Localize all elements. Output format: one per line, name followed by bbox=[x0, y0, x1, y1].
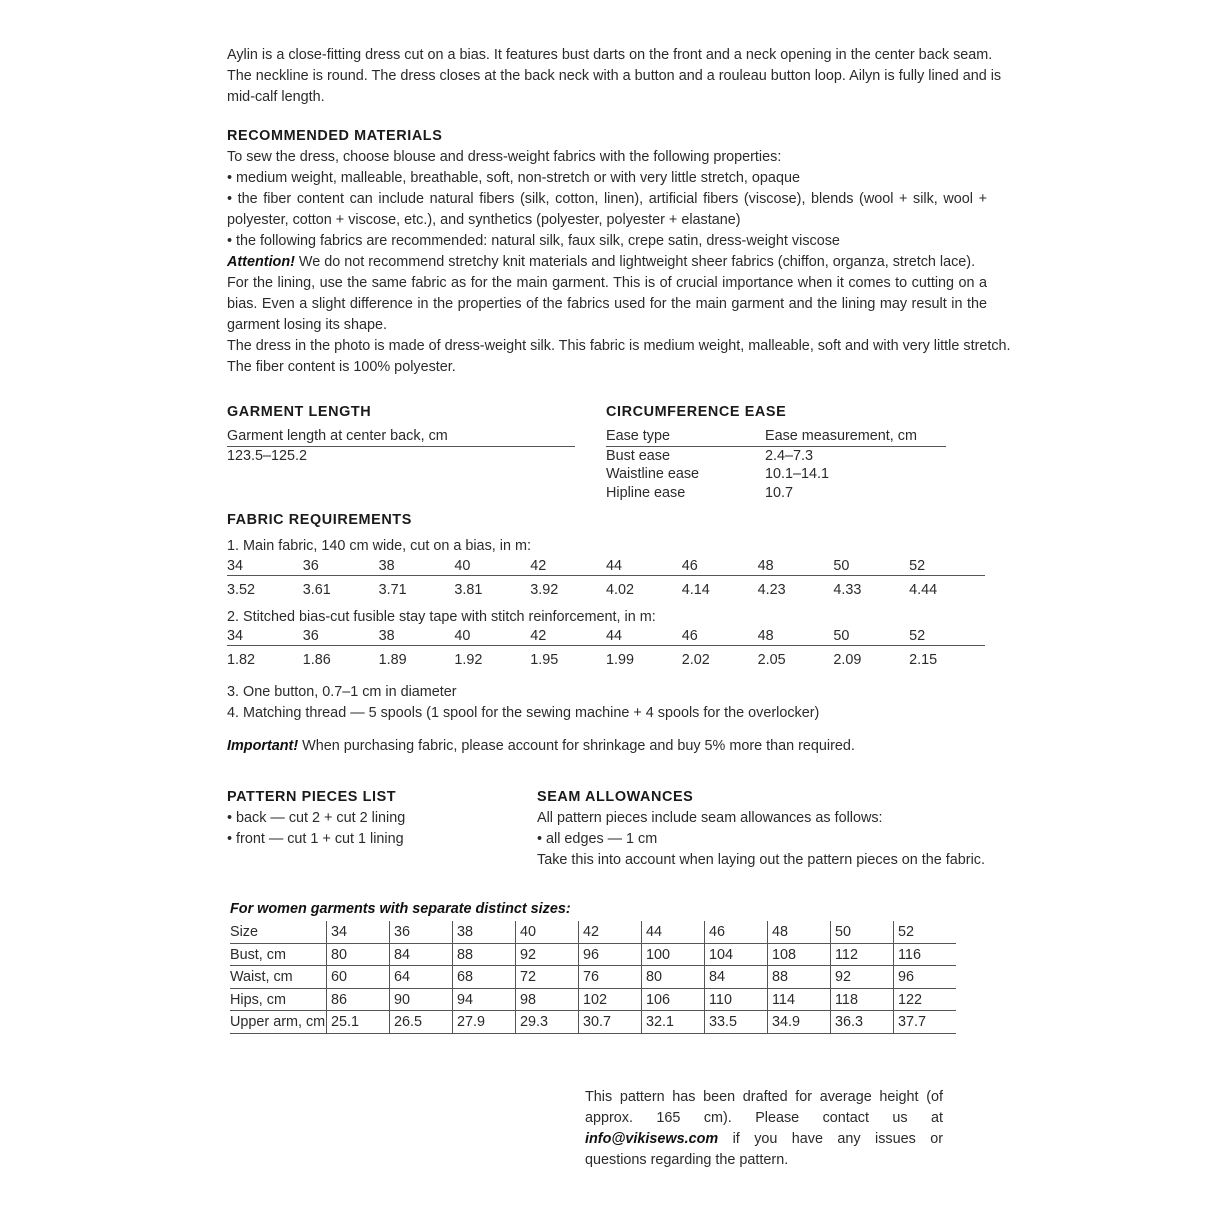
size-cell: 50 bbox=[833, 557, 909, 576]
ease-table bbox=[606, 427, 946, 502]
size-cell: 52 bbox=[909, 557, 985, 576]
seam-allowances-heading: SEAM ALLOWANCES bbox=[537, 789, 694, 805]
size-chart-cell: 100 bbox=[642, 943, 705, 966]
stay-tape-label: 2. Stitched bias-cut fusible stay tape with stitch reinforcement, in m: bbox=[227, 609, 656, 625]
size-chart-cell: 84 bbox=[705, 966, 768, 989]
size-chart-label: Bust, cm bbox=[230, 943, 327, 966]
ease-row bbox=[606, 484, 946, 503]
stay-tape-table bbox=[227, 627, 985, 669]
ease-col-type: Ease type bbox=[606, 427, 765, 446]
lining-note: For the lining, use the same fabric as for the main garment. This is of crucial importance when it comes to cutting on a bias. Even a slight difference in the properties of the fabrics used for the main garment and the lining may result in the garment losing its shape. bbox=[227, 275, 987, 333]
main-fabric-label: 1. Main fabric, 140 cm wide, cut on a bias, in m: bbox=[227, 538, 531, 554]
fabric-value-cell: 4.33 bbox=[833, 582, 862, 598]
size-chart-cell: 92 bbox=[516, 943, 579, 966]
size-chart-cell: 110 bbox=[705, 988, 768, 1011]
size-row bbox=[227, 557, 985, 576]
tape-value-cell: 2.15 bbox=[909, 652, 938, 668]
size-chart-cell: 104 bbox=[705, 943, 768, 966]
size-chart-cell: 25.1 bbox=[327, 1011, 390, 1034]
size-cell: 52 bbox=[909, 627, 985, 646]
tape-value-cell: 1.89 bbox=[378, 652, 407, 668]
size-chart-cell: 84 bbox=[390, 943, 453, 966]
garment-length-block bbox=[227, 402, 606, 502]
tape-value-cell: 2.02 bbox=[681, 652, 710, 668]
size-chart-cell: 30.7 bbox=[579, 1011, 642, 1034]
attention-label: Attention! bbox=[227, 254, 295, 270]
size-chart-table bbox=[230, 921, 956, 1034]
size-chart-cell: 27.9 bbox=[453, 1011, 516, 1034]
size-chart-row bbox=[230, 943, 956, 966]
size-cell: 38 bbox=[379, 557, 455, 576]
ease-type: Waistline ease bbox=[606, 466, 700, 482]
ease-col-measure: Ease measurement, cm bbox=[765, 427, 946, 446]
fabric-value-cell: 3.81 bbox=[454, 582, 483, 598]
measurements-title: For women garments with separate distinct sizes: bbox=[230, 901, 571, 917]
fabric-value-cell: 3.52 bbox=[227, 582, 256, 598]
size-cell: 36 bbox=[303, 627, 379, 646]
size-row bbox=[227, 627, 985, 646]
contact-email[interactable]: info@vikisews.com bbox=[585, 1131, 719, 1147]
size-chart-cell: 108 bbox=[768, 943, 831, 966]
size-chart-row bbox=[230, 966, 956, 989]
size-chart-row bbox=[230, 921, 956, 943]
ease-value: 10.7 bbox=[765, 484, 794, 501]
size-chart-cell: 29.3 bbox=[516, 1011, 579, 1034]
ease-value: 2.4–7.3 bbox=[765, 447, 814, 464]
fabric-value-cell: 4.44 bbox=[909, 582, 938, 598]
size-chart-cell: 32.1 bbox=[642, 1011, 705, 1034]
size-chart-cell: 72 bbox=[516, 966, 579, 989]
seam-note: Take this into account when laying out the pattern pieces on the fabric. bbox=[537, 852, 985, 868]
value-row bbox=[227, 646, 985, 670]
pieces-seams-section bbox=[227, 787, 1214, 871]
ease-row bbox=[606, 446, 946, 465]
tape-value-cell: 1.92 bbox=[454, 652, 483, 668]
size-cell: 44 bbox=[606, 627, 682, 646]
size-chart-cell: 26.5 bbox=[390, 1011, 453, 1034]
size-chart-cell: 90 bbox=[390, 988, 453, 1011]
size-cell: 44 bbox=[606, 557, 682, 576]
intro-paragraph bbox=[227, 45, 1002, 108]
size-cell: 38 bbox=[379, 627, 455, 646]
tape-value-cell: 2.05 bbox=[757, 652, 786, 668]
size-chart-cell: 34.9 bbox=[768, 1011, 831, 1034]
size-chart-cell: 94 bbox=[453, 988, 516, 1011]
size-chart-cell: 36.3 bbox=[831, 1011, 894, 1034]
tape-value-cell: 1.86 bbox=[302, 652, 331, 668]
size-cell: 42 bbox=[530, 557, 606, 576]
size-chart-row bbox=[230, 988, 956, 1011]
size-cell: 46 bbox=[682, 627, 758, 646]
size-cell: 50 bbox=[833, 627, 909, 646]
size-chart-cell: 118 bbox=[831, 988, 894, 1011]
fiber-note: The fiber content is 100% polyester. bbox=[227, 359, 456, 375]
pattern-piece-item: • front — cut 1 + cut 1 lining bbox=[227, 831, 404, 847]
important-text: When purchasing fabric, please account for shrinkage and buy 5% more than required. bbox=[298, 738, 855, 754]
garment-length-value: 123.5–125.2 bbox=[227, 448, 308, 464]
ease-type: Bust ease bbox=[606, 447, 670, 464]
size-chart-cell: 98 bbox=[516, 988, 579, 1011]
size-chart-cell: 37.7 bbox=[894, 1011, 957, 1034]
size-chart-cell: 102 bbox=[579, 988, 642, 1011]
seam-intro: All pattern pieces include seam allowances as follows: bbox=[537, 810, 883, 826]
fabric-section bbox=[227, 510, 987, 757]
ease-value: 10.1–14.1 bbox=[765, 466, 830, 482]
attention-text: We do not recommend stretchy knit materials and lightweight sheer fabrics (chiffon, organza, stretch lace). bbox=[294, 254, 976, 270]
size-chart-cell: 116 bbox=[894, 943, 957, 966]
size-cell: 40 bbox=[454, 557, 530, 576]
pattern-pieces-heading: PATTERN PIECES LIST bbox=[227, 789, 397, 805]
materials-section bbox=[227, 126, 1011, 378]
thread-note: 4. Matching thread — 5 spools (1 spool for the sewing machine + 4 spools for the overlocker) bbox=[227, 705, 820, 721]
size-chart-cell: 33.5 bbox=[705, 1011, 768, 1034]
size-chart-cell: 40 bbox=[516, 921, 579, 943]
size-chart-cell: 80 bbox=[327, 943, 390, 966]
measurements-section bbox=[227, 901, 1214, 1034]
size-chart-label: Hips, cm bbox=[230, 988, 327, 1011]
size-cell: 34 bbox=[227, 627, 303, 646]
contact-note bbox=[585, 1087, 943, 1171]
attention-note bbox=[227, 252, 987, 273]
materials-bullet: • the fiber content can include natural fibers (silk, cotton, linen), artificial fibers (viscose), blends (wool + silk, wool + polyester, cotton + viscose, etc.), and synthetics (polyester, polyester + elastane) bbox=[227, 191, 987, 228]
circumference-ease-heading: CIRCUMFERENCE EASE bbox=[606, 404, 787, 420]
photo-note: The dress in the photo is made of dress-weight silk. This fabric is medium weight, malleable, soft and with very little stretch. bbox=[227, 338, 1011, 354]
tape-value-cell: 1.82 bbox=[227, 652, 256, 668]
size-chart-cell: 50 bbox=[831, 921, 894, 943]
fabric-value-cell: 4.02 bbox=[605, 582, 634, 598]
fabric-value-cell: 3.71 bbox=[378, 582, 407, 598]
size-chart-cell: 42 bbox=[579, 921, 642, 943]
garment-length-column-header: Garment length at center back, cm bbox=[227, 427, 575, 447]
size-chart-cell: 38 bbox=[453, 921, 516, 943]
garment-length-heading: GARMENT LENGTH bbox=[227, 404, 372, 420]
value-row bbox=[227, 576, 985, 600]
button-note: 3. One button, 0.7–1 cm in diameter bbox=[227, 684, 457, 700]
materials-heading: RECOMMENDED MATERIALS bbox=[227, 128, 443, 144]
size-chart-cell: 122 bbox=[894, 988, 957, 1011]
size-chart-cell: 80 bbox=[642, 966, 705, 989]
size-chart-cell: 92 bbox=[831, 966, 894, 989]
fabric-value-cell: 4.23 bbox=[757, 582, 786, 598]
size-chart-cell: 114 bbox=[768, 988, 831, 1011]
size-chart-cell: 106 bbox=[642, 988, 705, 1011]
size-cell: 48 bbox=[758, 627, 834, 646]
tape-value-cell: 1.95 bbox=[530, 652, 559, 668]
intro-line: The neckline is round. The dress closes at the back neck with a button and a rouleau button loop. Ailyn is fully lined and is bbox=[227, 68, 1002, 84]
materials-bullet: • the following fabrics are recommended: natural silk, faux silk, crepe satin, dress-weight viscose bbox=[227, 233, 840, 249]
size-cell: 36 bbox=[303, 557, 379, 576]
ease-type: Hipline ease bbox=[606, 484, 686, 501]
size-chart-cell: 60 bbox=[327, 966, 390, 989]
size-chart-cell: 76 bbox=[579, 966, 642, 989]
tape-value-cell: 1.99 bbox=[605, 652, 634, 668]
size-chart-cell: 96 bbox=[894, 966, 957, 989]
size-chart-cell: 96 bbox=[579, 943, 642, 966]
size-cell: 34 bbox=[227, 557, 303, 576]
main-fabric-table bbox=[227, 557, 985, 599]
size-chart-label: Waist, cm bbox=[230, 966, 327, 989]
materials-intro: To sew the dress, choose blouse and dress-weight fabrics with the following properties: bbox=[227, 149, 782, 165]
important-label: Important! bbox=[227, 738, 299, 754]
fabric-heading: FABRIC REQUIREMENTS bbox=[227, 512, 412, 528]
seam-item: • all edges — 1 cm bbox=[537, 831, 658, 847]
size-chart-cell: 52 bbox=[894, 921, 957, 943]
intro-line: mid-calf length. bbox=[227, 89, 325, 105]
size-chart-cell: 48 bbox=[768, 921, 831, 943]
length-ease-section bbox=[227, 402, 1214, 502]
size-cell: 48 bbox=[758, 557, 834, 576]
fabric-value-cell: 4.14 bbox=[681, 582, 710, 598]
contact-text: if you have any issues or questions regarding the pattern. bbox=[585, 1131, 943, 1168]
size-chart-cell: 64 bbox=[390, 966, 453, 989]
tape-value-cell: 2.09 bbox=[833, 652, 862, 668]
size-chart-cell: 68 bbox=[453, 966, 516, 989]
pattern-piece-item: • back — cut 2 + cut 2 lining bbox=[227, 810, 406, 826]
contact-text: This pattern has been drafted for average height (of approx. 165 cm). Please contact us at bbox=[585, 1089, 943, 1126]
pattern-pieces-block bbox=[227, 787, 537, 871]
size-cell: 40 bbox=[454, 627, 530, 646]
size-chart-label: Upper arm, cm bbox=[230, 1011, 327, 1034]
size-chart-cell: 88 bbox=[453, 943, 516, 966]
size-chart-cell: 88 bbox=[768, 966, 831, 989]
fabric-value-cell: 3.61 bbox=[302, 582, 331, 598]
intro-line: Aylin is a close-fitting dress cut on a bias. It features bust darts on the front and a neck opening in the center back seam. bbox=[227, 47, 993, 63]
size-chart-label: Size bbox=[230, 921, 327, 943]
size-chart-cell: 86 bbox=[327, 988, 390, 1011]
size-chart-cell: 44 bbox=[642, 921, 705, 943]
ease-table-header bbox=[606, 427, 946, 446]
size-chart-cell: 36 bbox=[390, 921, 453, 943]
fabric-value-cell: 3.92 bbox=[530, 582, 559, 598]
seam-allowances-block bbox=[537, 787, 987, 871]
size-chart-cell: 112 bbox=[831, 943, 894, 966]
circumference-ease-block bbox=[606, 402, 946, 502]
size-cell: 42 bbox=[530, 627, 606, 646]
size-chart-row bbox=[230, 1011, 956, 1034]
important-note bbox=[227, 736, 987, 757]
materials-bullet: • medium weight, malleable, breathable, soft, non-stretch or with very little stretch, opaque bbox=[227, 170, 800, 186]
size-chart-cell: 34 bbox=[327, 921, 390, 943]
ease-row bbox=[606, 465, 946, 484]
size-chart-cell: 46 bbox=[705, 921, 768, 943]
size-cell: 46 bbox=[682, 557, 758, 576]
